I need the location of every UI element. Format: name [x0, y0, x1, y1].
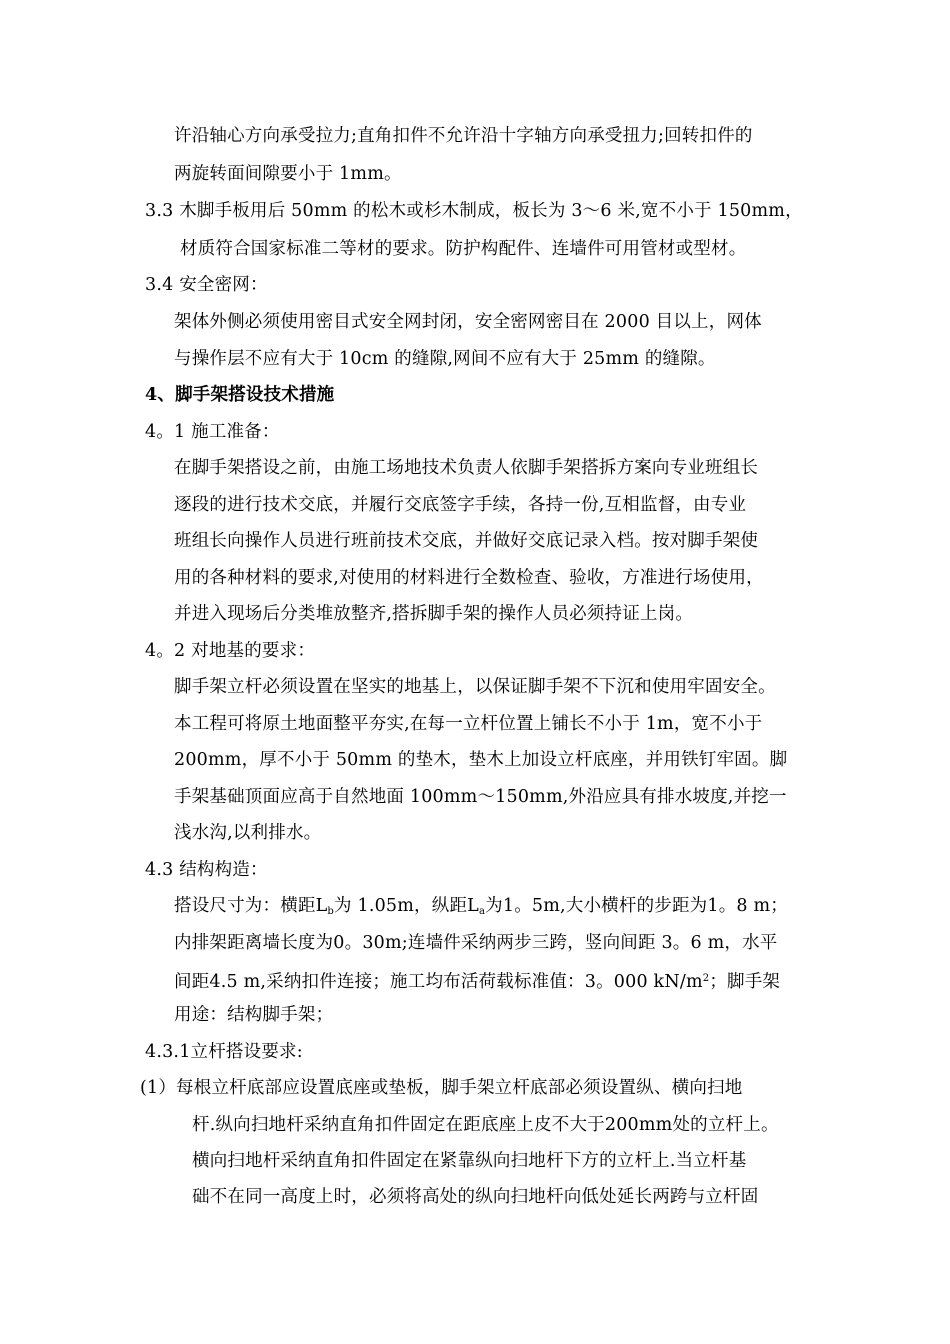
- text-line: 与操作层不应有大于 10cm 的缝隙,网间不应有大于 25mm 的缝隙。: [174, 349, 716, 369]
- text-line: 在脚手架搭设之前，由施工场地技术负责人依脚手架搭拆方案向专业班组长: [174, 458, 759, 478]
- text-line: 架体外侧必须使用密目式安全网封闭，安全密网密目在 2000 目以上，网体: [174, 312, 762, 332]
- superscript: 2: [702, 973, 710, 984]
- subscript: b: [327, 906, 335, 917]
- text-segment: 间距4.5 m,采纳扣件连接；施工均布活荷载标准值：3。000 kN/m: [174, 972, 703, 992]
- text-line: 3.3 木脚手板用后 50mm 的松木或杉木制成，板长为 3～6 米,宽不小于 150mm，: [145, 201, 803, 221]
- text-line: 手架基础顶面应高于自然地面 100mm～150mm,外沿应具有排水坡度,并挖一: [174, 787, 787, 807]
- text-line: 脚手架立杆必须设置在坚实的地基上，以保证脚手架不下沉和使用牢固安全。: [174, 677, 776, 697]
- text-line: 并进入现场后分类堆放整齐,搭拆脚手架的操作人员必须持证上岗。: [174, 604, 694, 624]
- subscript: a: [478, 906, 486, 917]
- text-line: [174, 895, 788, 923]
- text-line: 浅水沟,以利排水。: [174, 823, 322, 843]
- text-segment: ；脚手架: [709, 972, 781, 992]
- section-heading: 4。1 施工准备：: [145, 422, 280, 442]
- text-line: 逐段的进行技术交底，并履行交底签字手续，各持一份,互相监督，由专业: [174, 495, 747, 515]
- text-segment: 为1。5m,大小横杆的步距为1。8 m；: [485, 896, 789, 916]
- text-line: 班组长向操作人员进行班前技术交底，并做好交底记录入档。按对脚手架使: [174, 531, 759, 551]
- section-heading: 4.3 结构构造：: [145, 860, 268, 880]
- section-heading: 3.4 安全密网：: [145, 275, 268, 295]
- text-line: 200mm，厚不小于 50mm 的垫木，垫木上加设立杆底座，并用铁钉牢固。脚: [174, 750, 788, 770]
- text-segment: 搭设尺寸为：横距L: [174, 896, 328, 916]
- section-heading: 4。2 对地基的要求：: [145, 641, 316, 661]
- section-heading: 4、脚手架搭设技术措施: [145, 385, 335, 405]
- text-line: 横向扫地杆采纳直角扣件固定在紧靠纵向扫地杆下方的立杆上.当立杆基: [192, 1151, 747, 1171]
- section-heading: 4.3.1立杆搭设要求:: [145, 1042, 303, 1062]
- text-line: 杆.纵向扫地杆采纳直角扣件固定在距底座上皮不大于200mm处的立杆上。: [192, 1115, 779, 1135]
- text-line: 础不在同一高度上时，必须将高处的纵向扫地杆向低处延长两跨与立杆固: [192, 1187, 759, 1207]
- text-line: (1）每根立杆底部应设置底座或垫板，脚手架立杆底部必须设置纵、横向扫地: [140, 1078, 743, 1098]
- text-line: [174, 968, 780, 993]
- text-line: 许沿轴心方向承受拉力;直角扣件不允许沿十字轴方向承受扭力;回转扣件的: [174, 126, 753, 146]
- text-line: 两旋转面间隙要小于 1mm。: [174, 164, 402, 184]
- text-line: 本工程可将原土地面整平夯实,在每一立杆位置上铺长不小于 1m，宽不小于: [174, 714, 763, 734]
- text-line: 用的各种材料的要求,对使用的材料进行全数检查、验收，方准进行场使用，: [174, 568, 764, 588]
- text-segment: 为 1.05m，纵距L: [334, 896, 479, 916]
- text-line: 用途：结构脚手架；: [174, 1005, 334, 1025]
- text-line: 材质符合国家标准二等材的要求。防护构配件、连墙件可用管材或型材。: [180, 239, 747, 259]
- text-line: 内排架距离墙长度为0。30m;连墙件采纳两步三跨，竖向间距 3。6 m，水平: [174, 933, 778, 953]
